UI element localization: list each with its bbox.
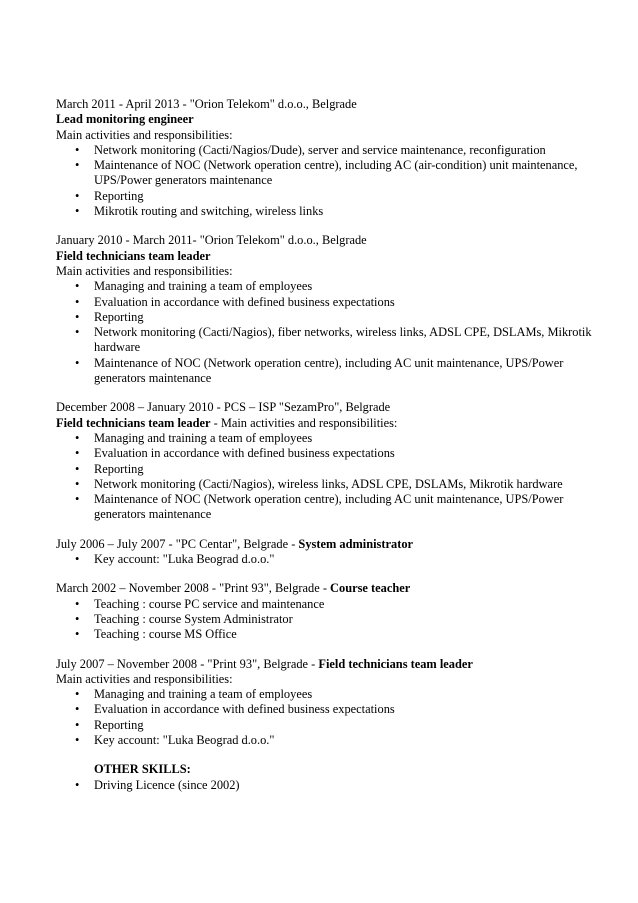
list-item: • Teaching : course PC service and maintenance	[94, 597, 596, 612]
resume-content	[56, 97, 596, 807]
list-item: • Managing and training a team of employees	[94, 431, 596, 446]
list-item: • Managing and training a team of employees	[94, 279, 596, 294]
list-item: • Key account: "Luka Beograd d.o.o."	[94, 733, 596, 748]
list-item: • Evaluation in accordance with defined business expectations	[94, 702, 596, 717]
job-header: January 2010 - March 2011- "Orion Telekom" d.o.o., Belgrade	[56, 233, 367, 248]
list-item: • Mikrotik routing and switching, wireless links	[94, 204, 596, 219]
job-responsibilities	[56, 687, 596, 748]
job-entry	[56, 233, 596, 386]
list-item: • Evaluation in accordance with defined business expectations	[94, 295, 596, 310]
job-header-line	[56, 581, 596, 596]
job-header: March 2011 - April 2013 - "Orion Telekom" d.o.o., Belgrade	[56, 97, 357, 111]
job-header: July 2006 – July 2007 - "PC Centar", Belgrade -	[56, 536, 299, 551]
job-entry	[56, 537, 596, 568]
job-title: Lead monitoring engineer	[56, 112, 194, 127]
job-header-line	[56, 657, 596, 672]
job-title-suffix: - Main activities and responsibilities:	[210, 415, 398, 430]
list-item: • Driving Licence (since 2002)	[94, 778, 596, 793]
job-entry	[56, 400, 596, 522]
other-skills-heading: OTHER SKILLS:	[94, 762, 191, 777]
job-title: Field technicians team leader	[318, 656, 473, 671]
job-responsibilities	[56, 143, 596, 219]
job-intro: Main activities and responsibilities:	[56, 127, 233, 142]
job-intro: Main activities and responsibilities:	[56, 263, 233, 278]
list-item: • Maintenance of NOC (Network operation centre), including AC unit maintenance, UPS/Power generators maintenance	[94, 492, 596, 523]
list-item: • Reporting	[94, 189, 596, 204]
list-item: • Maintenance of NOC (Network operation centre), including AC (air-condition) unit maintenance, UPS/Power generators maintenance	[94, 158, 596, 189]
job-title: System administrator	[298, 536, 414, 551]
job-header-line	[56, 537, 596, 552]
job-entry	[56, 97, 596, 219]
list-item: • Teaching : course System Administrator	[94, 612, 596, 627]
other-skills-section	[56, 762, 596, 793]
list-item: • Managing and training a team of employees	[94, 687, 596, 702]
list-item: • Maintenance of NOC (Network operation centre), including AC unit maintenance, UPS/Power generators maintenance	[94, 356, 596, 387]
list-item: • Network monitoring (Cacti/Nagios), wireless links, ADSL CPE, DSLAMs, Mikrotik hardware	[94, 477, 596, 492]
job-title: Course teacher	[330, 581, 411, 596]
job-title: Field technicians team leader	[56, 415, 211, 430]
job-header: July 2007 – November 2008 - "Print 93", Belgrade -	[56, 656, 319, 671]
list-item: • Reporting	[94, 718, 596, 733]
other-skills-list	[56, 778, 596, 793]
list-item: • Network monitoring (Cacti/Nagios), fiber networks, wireless links, ADSL CPE, DSLAMs, Mikrotik hardware	[94, 325, 596, 356]
job-responsibilities	[56, 431, 596, 523]
job-header: December 2008 – January 2010 - PCS – ISP "SezamPro", Belgrade	[56, 400, 391, 415]
job-responsibilities	[56, 279, 596, 386]
list-item: • Evaluation in accordance with defined business expectations	[94, 446, 596, 461]
job-responsibilities	[56, 597, 596, 643]
job-entry	[56, 657, 596, 749]
job-responsibilities	[56, 552, 596, 567]
list-item: • Reporting	[94, 310, 596, 325]
list-item: • Teaching : course MS Office	[94, 627, 596, 642]
job-title-line	[56, 416, 596, 431]
list-item: • Key account: "Luka Beograd d.o.o."	[94, 552, 596, 567]
job-header: March 2002 – November 2008 - "Print 93", Belgrade -	[56, 581, 331, 596]
list-item: • Network monitoring (Cacti/Nagios/Dude), server and service maintenance, reconfiguration	[94, 143, 596, 158]
job-title: Field technicians team leader	[56, 248, 211, 263]
job-intro: Main activities and responsibilities:	[56, 671, 233, 686]
job-entry	[56, 581, 596, 642]
list-item: • Reporting	[94, 462, 596, 477]
